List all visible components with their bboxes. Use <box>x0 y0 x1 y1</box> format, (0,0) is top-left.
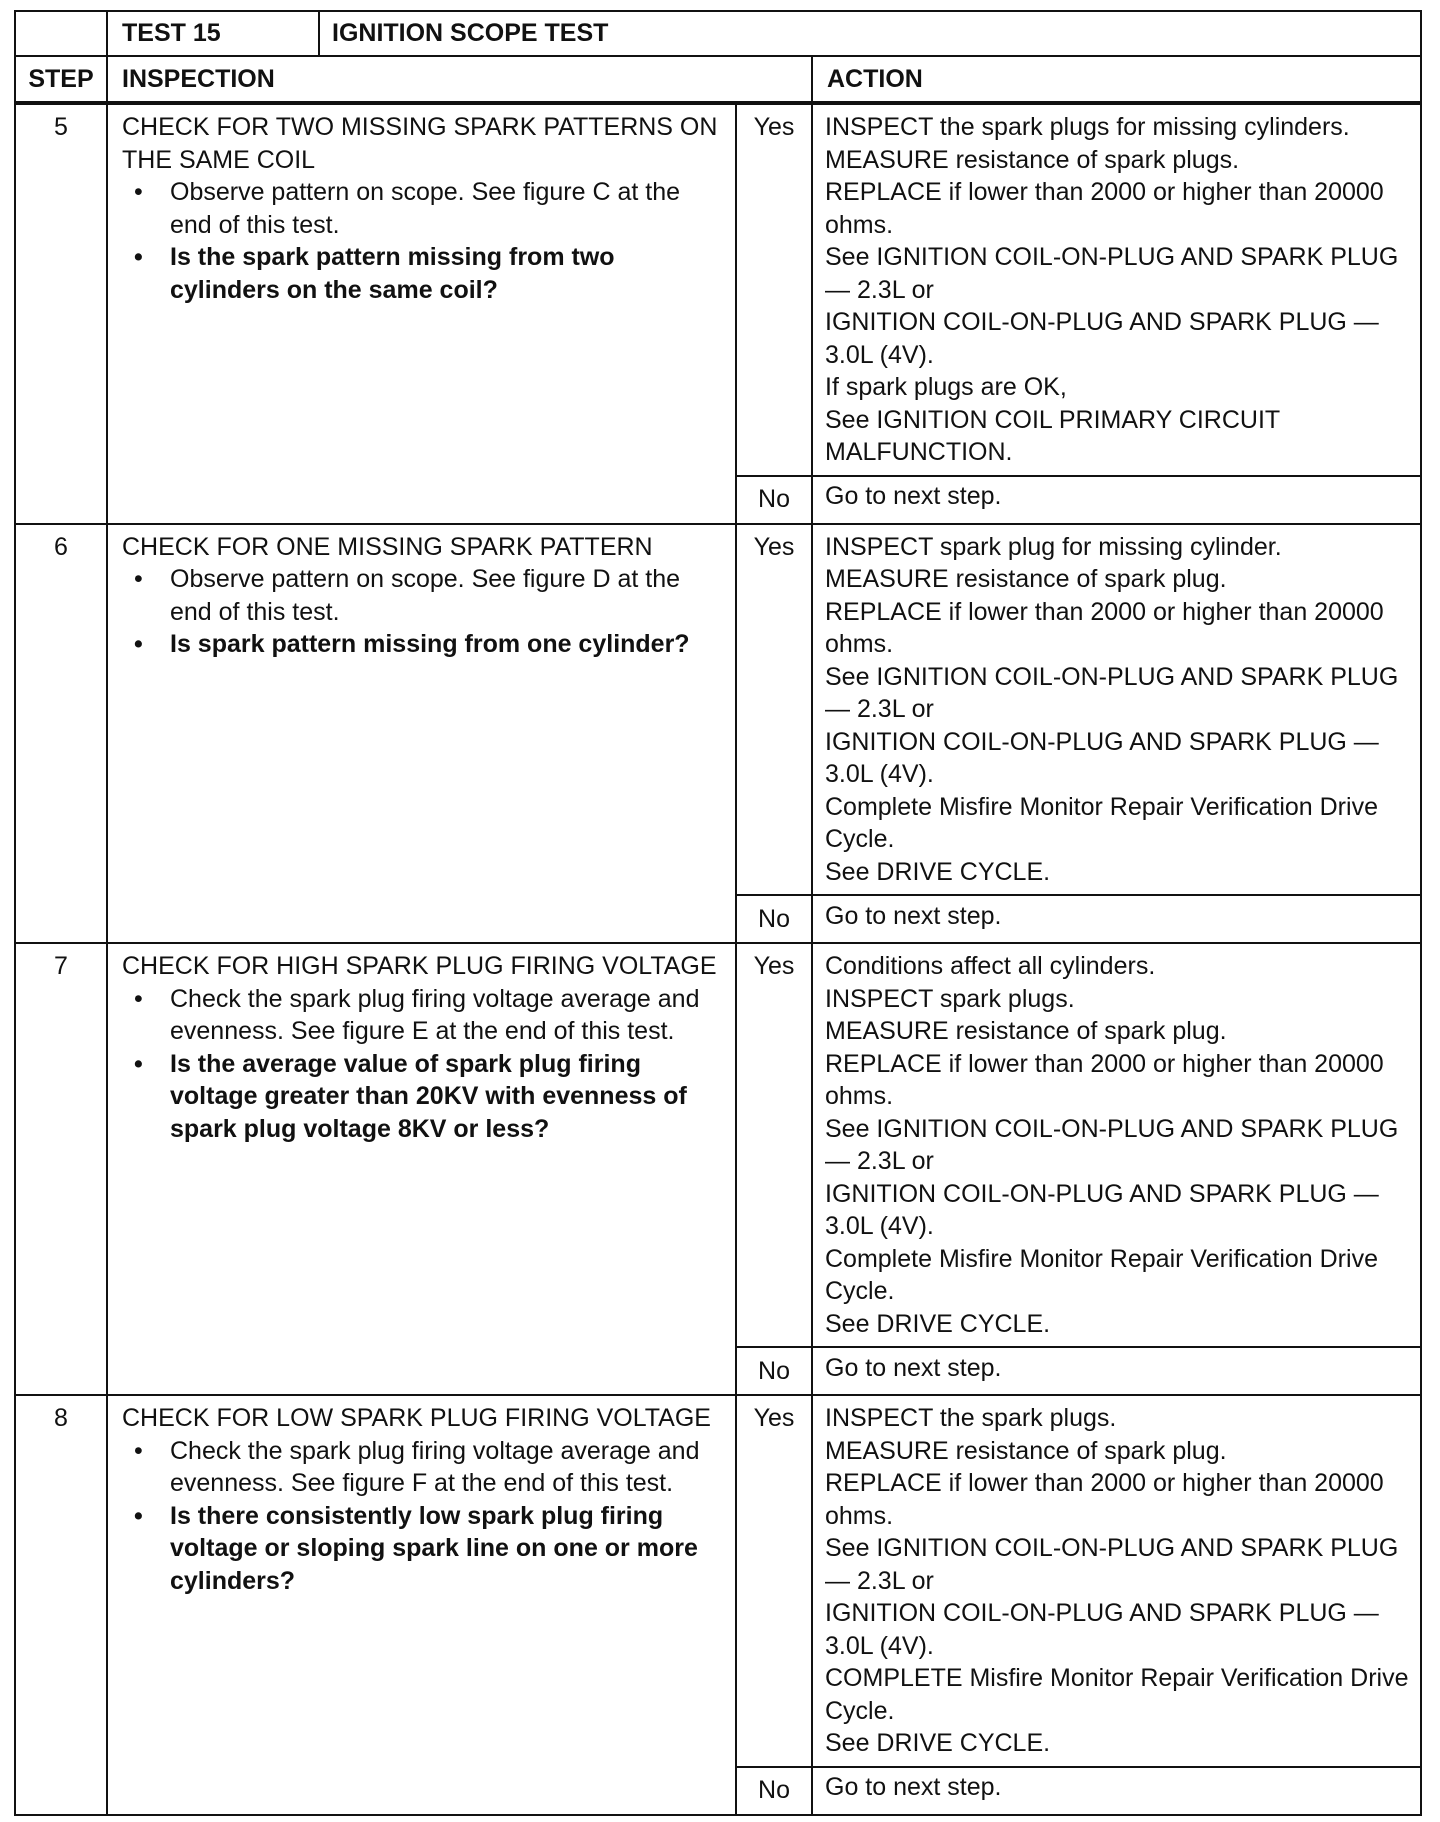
action-line: COMPLETE Misfire Monitor Repair Verification Drive Cycle. <box>825 1664 1409 1725</box>
yes-label: Yes <box>736 104 812 476</box>
action-line: See DRIVE CYCLE. <box>825 1729 1051 1757</box>
title-row <box>15 11 1421 56</box>
inspection-title: CHECK FOR HIGH SPARK PLUG FIRING VOLTAGE <box>122 952 717 980</box>
yes-action-cell <box>812 943 1421 1347</box>
action-line: See DRIVE CYCLE. <box>825 1309 1051 1338</box>
yes-label: Yes <box>736 1395 812 1767</box>
action-line: REPLACE if lower than 2000 or higher than 20000 ohms. <box>825 178 1384 239</box>
title-cell <box>107 11 1421 56</box>
inspection-question: • Is the spark pattern missing from two cylinders on the same coil? <box>122 241 725 306</box>
inspection-bullets <box>122 563 725 661</box>
inspection-bullets <box>122 983 725 1146</box>
action-line: See IGNITION COIL-ON-PLUG AND SPARK PLUG — 2.3L or <box>825 662 1399 723</box>
step-number: 5 <box>15 104 107 524</box>
step-row-5 <box>15 104 1421 476</box>
yes-action-cell <box>812 1395 1421 1767</box>
inspection-question: • Is the average value of spark plug firing voltage greater than 20KV with evenness of spark plug voltage 8KV or less? <box>122 1048 725 1146</box>
action-line: See IGNITION COIL-ON-PLUG AND SPARK PLUG — 2.3L or <box>825 1114 1399 1175</box>
inspection-cell <box>107 524 736 944</box>
action-line: MEASURE resistance of spark plug. <box>825 1436 1227 1465</box>
title-spacer <box>15 11 107 56</box>
inspection-cell <box>107 104 736 524</box>
inspection-bullets <box>122 1435 725 1598</box>
inspection-instruction: • Check the spark plug firing voltage average and evenness. See figure E at the end of this test. <box>122 983 725 1048</box>
yes-action-cell <box>812 104 1421 476</box>
action-line: MEASURE resistance of spark plug. <box>825 565 1227 593</box>
no-label: No <box>736 895 812 943</box>
no-action-cell: Go to next step. <box>812 1767 1421 1815</box>
inspection-cell <box>107 1395 736 1815</box>
action-line: IGNITION COIL-ON-PLUG AND SPARK PLUG — 3.0L (4V). <box>825 1599 1379 1660</box>
inspection-instruction: • Observe pattern on scope. See figure D at the end of this test. <box>122 563 725 628</box>
action-line: INSPECT spark plug for missing cylinder. <box>825 532 1282 561</box>
test-table-page <box>14 10 1420 1816</box>
column-header-inspection: INSPECTION <box>107 56 812 102</box>
no-label: No <box>736 476 812 524</box>
yes-label: Yes <box>736 524 812 896</box>
action-line: See IGNITION COIL-ON-PLUG AND SPARK PLUG — 2.3L or <box>825 1534 1399 1595</box>
action-line: IGNITION COIL-ON-PLUG AND SPARK PLUG — 3.0L (4V). <box>825 308 1379 369</box>
action-line: INSPECT the spark plugs for missing cylinders. <box>825 113 1350 141</box>
no-label: No <box>736 1347 812 1395</box>
action-line: See IGNITION COIL PRIMARY CIRCUIT MALFUNCTION. <box>825 405 1280 466</box>
step-number: 6 <box>15 524 107 944</box>
action-line: REPLACE if lower than 2000 or higher than 20000 ohms. <box>825 597 1384 658</box>
column-header-row <box>15 56 1421 102</box>
action-line: REPLACE if lower than 2000 or higher than 20000 ohms. <box>825 1049 1384 1110</box>
test-name-label: IGNITION SCOPE TEST <box>332 19 609 48</box>
inspection-question: • Is there consistently low spark plug firing voltage or sloping spark line on one or more cylinders? <box>122 1500 725 1598</box>
inspection-bullets <box>122 176 725 306</box>
no-label: No <box>736 1767 812 1815</box>
inspection-instruction: • Observe pattern on scope. See figure C at the end of this test. <box>122 176 725 241</box>
ignition-scope-test-table <box>14 10 1422 103</box>
action-line: Complete Misfire Monitor Repair Verification Drive Cycle. <box>825 792 1378 853</box>
step-number: 8 <box>15 1395 107 1815</box>
yes-label: Yes <box>736 943 812 1347</box>
inspection-question: • Is spark pattern missing from one cylinder? <box>122 628 725 661</box>
column-header-step: STEP <box>15 56 107 102</box>
action-line: INSPECT the spark plugs. <box>825 1404 1117 1432</box>
no-action-cell: Go to next step. <box>812 1347 1421 1395</box>
column-header-action: ACTION <box>812 56 1421 102</box>
step-row-6 <box>15 524 1421 896</box>
step-number: 7 <box>15 943 107 1395</box>
steps-table <box>14 103 1422 1816</box>
step-row-8 <box>15 1395 1421 1767</box>
action-line: REPLACE if lower than 2000 or higher than 20000 ohms. <box>825 1469 1384 1530</box>
action-line: See DRIVE CYCLE. <box>825 857 1051 886</box>
action-line: If spark plugs are OK, <box>825 373 1067 401</box>
inspection-title: CHECK FOR ONE MISSING SPARK PATTERN <box>122 532 653 561</box>
no-action-cell: Go to next step. <box>812 895 1421 943</box>
inspection-cell <box>107 943 736 1395</box>
inspection-instruction: • Check the spark plug firing voltage average and evenness. See figure F at the end of this test. <box>122 1435 725 1500</box>
action-line: See IGNITION COIL-ON-PLUG AND SPARK PLUG — 2.3L or <box>825 243 1399 304</box>
action-line: IGNITION COIL-ON-PLUG AND SPARK PLUG — 3.0L (4V). <box>825 1179 1379 1240</box>
action-line: Complete Misfire Monitor Repair Verification Drive Cycle. <box>825 1244 1378 1305</box>
action-line: MEASURE resistance of spark plugs. <box>825 145 1240 174</box>
inspection-title: CHECK FOR TWO MISSING SPARK PATTERNS ON THE SAME COIL <box>122 113 718 174</box>
action-line: INSPECT spark plugs. <box>825 984 1075 1013</box>
action-line: IGNITION COIL-ON-PLUG AND SPARK PLUG — 3.0L (4V). <box>825 727 1379 788</box>
action-line: MEASURE resistance of spark plug. <box>825 1017 1227 1045</box>
no-action-cell: Go to next step. <box>812 476 1421 524</box>
test-number-label: TEST 15 <box>108 12 320 55</box>
action-line: Conditions affect all cylinders. <box>825 952 1156 980</box>
inspection-title: CHECK FOR LOW SPARK PLUG FIRING VOLTAGE <box>122 1404 711 1432</box>
step-row-7 <box>15 943 1421 1347</box>
yes-action-cell <box>812 524 1421 896</box>
